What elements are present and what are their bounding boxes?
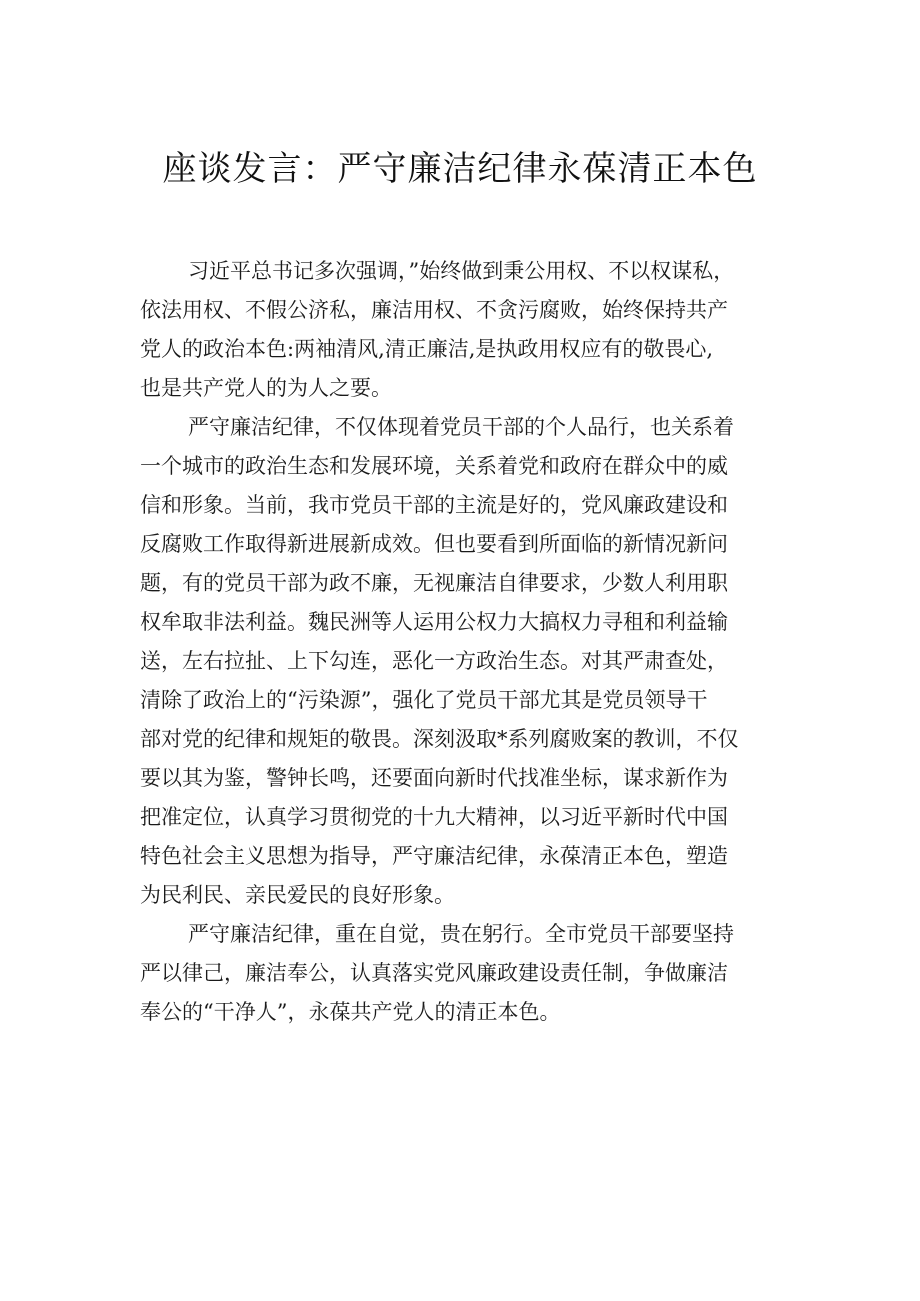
paragraph-3 [140, 915, 800, 1032]
document-body [140, 252, 800, 1032]
paragraph-line: 一个城市的政治生态和发展环境，关系着党和政府在群众中的威 [140, 454, 728, 478]
paragraph-line: 特色社会主义思想为指导，严守廉洁纪律，永葆清正本色，塑造 [140, 844, 728, 868]
paragraph-line: 奉公的“干净人”，永葆共产党人的清正本色。 [140, 1000, 561, 1024]
paragraph-line: 要以其为鉴，警钟长鸣，还要面向新时代找准坐标，谋求新作为 [140, 766, 728, 790]
paragraph-line: 反腐败工作取得新进展新成效。但也要看到所面临的新情况新问 [140, 532, 728, 556]
paragraph-line: 严守廉洁纪律，不仅体现着党员干部的个人品行，也关系着 [188, 415, 734, 439]
paragraph-1 [140, 252, 800, 408]
paragraph-line: 也是共产党人的为人之要。 [140, 376, 392, 400]
paragraph-2 [140, 408, 800, 915]
paragraph-line: 把准定位，认真学习贯彻党的十九大精神，以习近平新时代中国 [140, 805, 728, 829]
paragraph-line: 严以律己，廉洁奉公，认真落实党风廉政建设责任制，争做廉洁 [140, 961, 728, 985]
paragraph-line: 权牟取非法利益。魏民洲等人运用公权力大搞权力寻租和利益输 [140, 610, 728, 634]
paragraph-line: 党人的政治本色:两袖清风,清正廉洁,是执政用权应有的敬畏心, [140, 337, 714, 361]
paragraph-line: 习近平总书记多次强调，”始终做到秉公用权、不以权谋私， [188, 259, 735, 283]
paragraph-line: 部对党的纪律和规矩的敬畏。深刻汲取*系列腐败案的教训，不仅 [140, 727, 739, 751]
paragraph-line: 为民利民、亲民爱民的良好形象。 [140, 883, 455, 907]
paragraph-line: 题，有的党员干部为政不廉，无视廉洁自律要求，少数人利用职 [140, 571, 728, 595]
paragraph-line: 信和形象。当前，我市党员干部的主流是好的，党风廉政建设和 [140, 493, 728, 517]
paragraph-line: 送，左右拉扯、上下勾连，恶化一方政治生态。对其严肃查处， [140, 649, 728, 673]
document-title: 座谈发言：严守廉洁纪律永葆清正本色 [162, 149, 758, 189]
paragraph-line: 严守廉洁纪律，重在自觉，贵在躬行。全市党员干部要坚持 [188, 922, 734, 946]
paragraph-line: 清除了政治上的“污染源”，强化了党员干部尤其是党员领导干 [140, 688, 708, 712]
paragraph-line: 依法用权、不假公济私，廉洁用权、不贪污腐败，始终保持共产 [140, 298, 728, 322]
